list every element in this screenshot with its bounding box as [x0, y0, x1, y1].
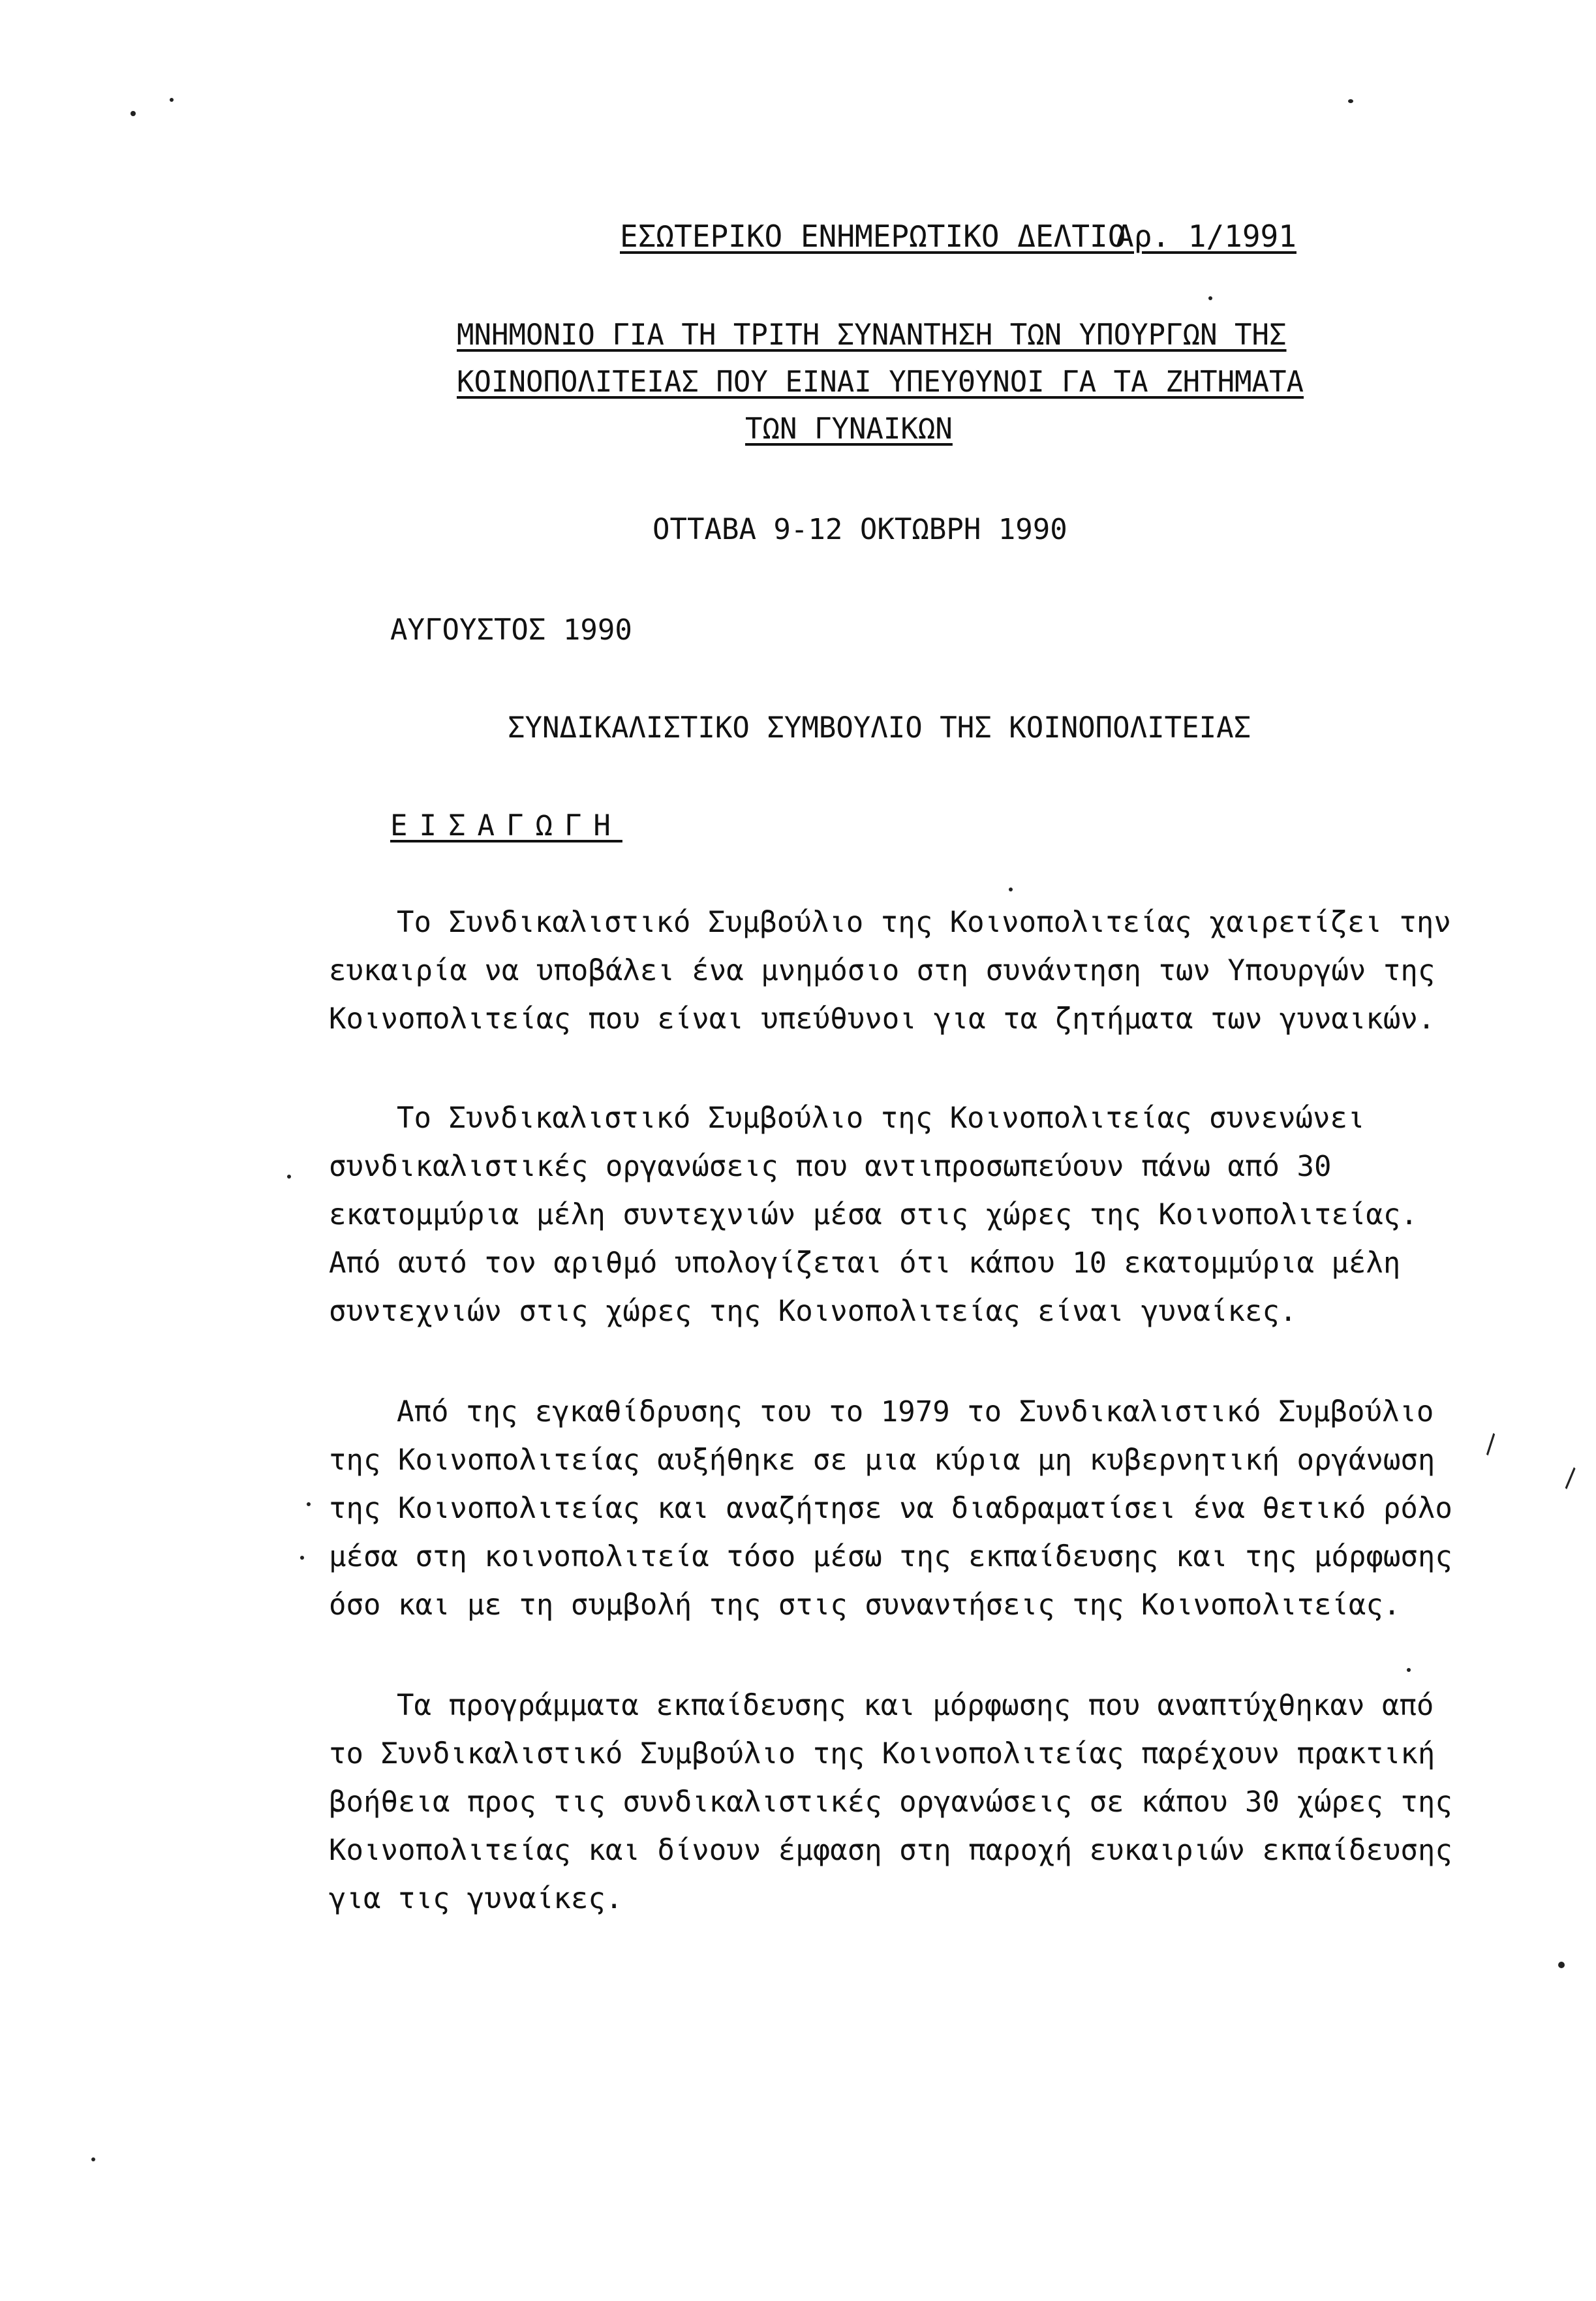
paragraph-line: Κοινοπολιτείας και δίνουν έμφαση στη παροχή ευκαιριών εκπαίδευσης	[329, 1834, 1452, 1867]
bulletin-title: ΕΣΩΤΕΡΙΚΟ ΕΝΗΜΕΡΩΤΙΚΟ ΔΕΛΤΙΟ	[620, 219, 1126, 254]
paragraph-line: συνδικαλιστικές οργανώσεις που αντιπροσωπεύουν πάνω από 30	[329, 1150, 1332, 1183]
scan-artifact-mark: \	[1479, 1429, 1503, 1459]
paragraph-line: το Συνδικαλιστικό Συμβούλιο της Κοινοπολιτείας παρέχουν πρακτική	[329, 1737, 1435, 1770]
paragraph-line: ευκαιρία να υποβάλει ένα μνημόσιο στη συνάντηση των Υπουργών της	[329, 954, 1435, 987]
scan-artifact-mark: \	[1557, 1464, 1584, 1492]
scan-speck	[130, 111, 136, 116]
paragraph-line: Από της εγκαθίδρυσης του το 1979 το Συνδικαλιστικό Συμβούλιο	[397, 1395, 1434, 1428]
paragraph-line: Από αυτό τον αριθμό υπολογίζεται ότι κάπου 10 εκατομμύρια μέλη	[329, 1246, 1401, 1280]
paragraph-line: Κοινοπολιτείας που είναι υπεύθυνοι για τα ζητήματα των γυναικών.	[329, 1002, 1435, 1036]
scan-speck	[170, 98, 174, 102]
scan-speck	[1348, 99, 1353, 103]
scan-speck	[1407, 1668, 1411, 1672]
bulletin-number: Αρ. 1/1991	[1116, 219, 1297, 254]
author-organization: ΣΥΝΔΙΚΑΛΙΣΤΙΚΟ ΣΥΜΒΟΥΛΙΟ ΤΗΣ ΚΟΙΝΟΠΟΛΙΤΕΙΑΣ	[508, 711, 1251, 745]
scan-speck	[1208, 296, 1212, 300]
paragraph-line: της Κοινοπολιτείας και αναζήτησε να διαδραματίσει ένα θετικό ρόλο	[329, 1492, 1452, 1525]
paragraph-line: εκατομμύρια μέλη συντεχνιών μέσα στις χώρες της Κοινοπολιτείας.	[329, 1198, 1418, 1231]
paragraph-line: Τα προγράμματα εκπαίδευσης και μόρφωσης που αναπτύχθηκαν από	[397, 1689, 1434, 1722]
title-line-2: ΚΟΙΝΟΠΟΛΙΤΕΙΑΣ ΠΟΥ ΕΙΝΑΙ ΥΠΕΥΘΥΝΟΙ ΓΑ ΤΑ ΖΗΤΗΜΑΤΑ	[457, 365, 1304, 399]
paragraph-line: Το Συνδικαλιστικό Συμβούλιο της Κοινοπολιτείας χαιρετίζει την	[397, 906, 1451, 939]
paragraph-line: μέσα στη κοινοπολιτεία τόσο μέσω της εκπαίδευσης και της μόρφωσης	[329, 1540, 1452, 1573]
scan-speck	[300, 1556, 304, 1560]
scan-speck	[287, 1175, 291, 1179]
title-line-1: ΜΝΗΜΟΝΙΟ ΓΙΑ ΤΗ ΤΡΙΤΗ ΣΥΝΑΝΤΗΣΗ ΤΩΝ ΥΠΟΥΡΓΩΝ ΤΗΣ	[457, 318, 1287, 352]
meeting-place-date: ΟΤΤΑΒΑ 9-12 ΟΚΤΩΒΡΗ 1990	[652, 513, 1067, 546]
paragraph-line: όσο και με τη συμβολή της στις συναντήσεις της Κοινοπολιτείας.	[329, 1588, 1401, 1622]
paragraph-line: βοήθεια προς τις συνδικαλιστικές οργανώσεις σε κάπου 30 χώρες της	[329, 1785, 1452, 1819]
paragraph-line: συντεχνιών στις χώρες της Κοινοπολιτείας είναι γυναίκες.	[329, 1295, 1297, 1328]
scan-speck	[307, 1502, 311, 1506]
title-line-3: ΤΩΝ ΓΥΝΑΙΚΩΝ	[745, 412, 953, 446]
document-date: ΑΥΓΟΥΣΤΟΣ 1990	[390, 613, 632, 647]
paragraph-line: για τις γυναίκες.	[329, 1882, 623, 1915]
paragraph-line: Το Συνδικαλιστικό Συμβούλιο της Κοινοπολιτείας συνενώνει	[397, 1102, 1365, 1135]
section-heading: ΕΙΣΑΓΩΓΗ	[390, 809, 622, 842]
scan-speck	[91, 2157, 95, 2161]
paragraph-line: της Κοινοπολιτείας αυξήθηκε σε μια κύρια μη κυβερνητική οργάνωση	[329, 1444, 1435, 1477]
scan-speck	[1558, 1962, 1565, 1968]
scan-speck	[1009, 888, 1013, 891]
